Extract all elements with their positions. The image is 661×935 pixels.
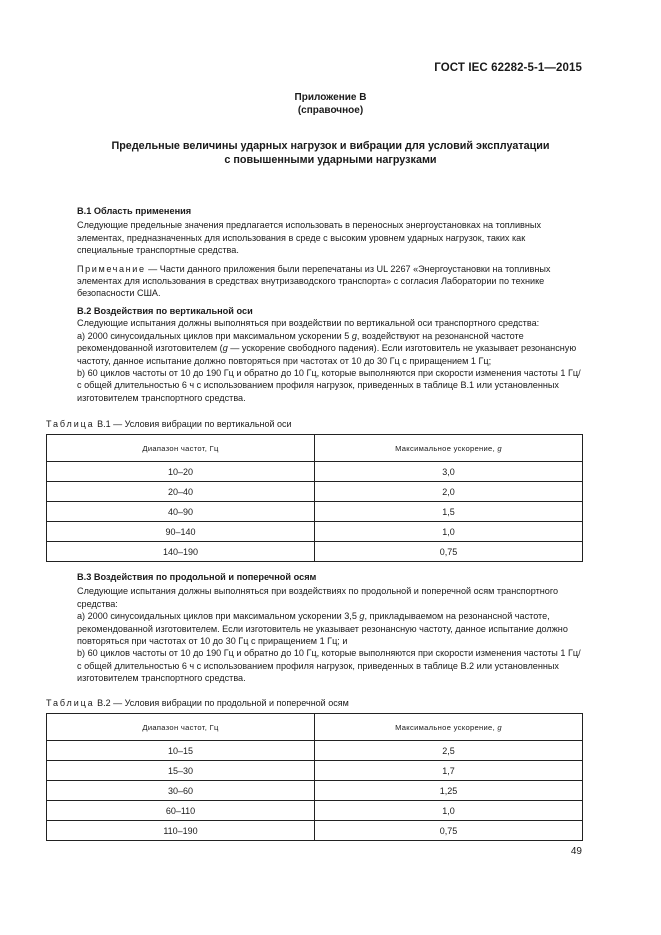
table-row	[47, 781, 583, 801]
table-row	[47, 542, 583, 562]
frequency-cell: 110–190	[47, 821, 315, 841]
table-row	[47, 741, 583, 761]
section-b3-item-b: b) 60 циклов частоты от 10 до 190 Гц и обратно до 10 Гц, которые выполняются при скорости изменения частоты 1 Гц/с общей длительностью 6 ч с использованием профиля нагрузок, приведенных в таблице В.2 или установленных изготовителем транспортного средства.	[77, 648, 581, 684]
frequency-cell: 15–30	[47, 761, 315, 781]
item-a-text-3: — ускорение свободного падения). Если изготовитель не указывает резонансную частоту, данное испытание должно повторяться при частотах от 10 до 30 Гц с приращением 1 Гц;	[77, 343, 577, 366]
table2-col-acceleration	[315, 714, 583, 741]
section-b3-intro: Следующие испытания должны выполняться при воздействиях по продольной и поперечной осям транспортного средства:	[77, 586, 559, 609]
table2-col2-unit: g	[497, 722, 502, 732]
section-b3	[77, 571, 583, 685]
note-label: Примечание	[77, 263, 146, 274]
frequency-cell: 40–90	[47, 502, 315, 522]
annex-heading-line-1: Предельные величины ударных нагрузок и вибрации для условий эксплуатации	[111, 140, 550, 152]
annex-heading-line-2: с повышенными ударными нагрузками	[224, 154, 437, 166]
section-b3-title: В.3 Воздействия по продольной и поперечной осям	[77, 572, 317, 582]
frequency-cell: 20–40	[47, 482, 315, 502]
standard-code: ГОСТ IEC 62282-5-1—2015	[434, 62, 582, 74]
table2-caption-label: Таблица	[46, 698, 95, 708]
frequency-cell: 140–190	[47, 542, 315, 562]
table2	[46, 713, 583, 841]
section-b2-title: В.2 Воздействия по вертикальной оси	[77, 306, 253, 316]
table1-caption-label: Таблица	[46, 419, 95, 429]
section-b1-paragraph: Следующие предельные значения предлагается использовать в переносных энергоустановках на топливных элементах, предназначенных для использования в среде с высоким уровнем ударных нагрузок, таких как специальные транспортные средства.	[77, 220, 541, 256]
acceleration-cell: 1,0	[315, 801, 583, 821]
section-b1-title: В.1 Область применения	[77, 206, 192, 216]
section-b2-intro: Следующие испытания должны выполняться при воздействии по вертикальной оси транспортного средства:	[77, 318, 540, 329]
item-a-text-1: a) 2000 синусоидальных циклов при максимальном ускорении 3,5	[77, 611, 360, 622]
frequency-cell: 30–60	[47, 781, 315, 801]
table1-col2-unit: g	[497, 443, 502, 453]
acceleration-cell: 3,0	[315, 462, 583, 482]
acceleration-cell: 1,7	[315, 761, 583, 781]
item-a-g-symbol: g	[222, 343, 228, 354]
acceleration-cell: 2,0	[315, 482, 583, 502]
table2-col-frequency: Диапазон частот, Гц	[47, 714, 315, 741]
acceleration-cell: 1,0	[315, 522, 583, 542]
table2-col2-label: Максимальное ускорение,	[395, 722, 498, 732]
acceleration-cell: 2,5	[315, 741, 583, 761]
item-a-text-1: a) 2000 синусоидальных циклов при максимальном ускорении 5	[77, 330, 352, 341]
item-a-g-unit: g	[359, 611, 365, 622]
section-b2-item-b: b) 60 циклов частоты от 10 до 190 Гц и обратно до 10 Гц, которые выполняются при скорости изменения частоты 1 Гц/с общей длительностью 6 ч с использованием профиля нагрузок, приведенных в таблице В.1 или установленных изготовителем транспортного средства.	[77, 368, 581, 403]
frequency-cell: 10–20	[47, 462, 315, 482]
table-row	[47, 761, 583, 781]
table-row	[47, 821, 583, 841]
table1-col-frequency: Диапазон частот, Гц	[47, 435, 315, 462]
acceleration-cell: 0,75	[315, 821, 583, 841]
section-b1-note	[77, 263, 583, 300]
table1-col-acceleration	[315, 435, 583, 462]
table-row	[47, 502, 583, 522]
table-row	[47, 462, 583, 482]
acceleration-cell: 1,5	[315, 502, 583, 522]
section-b2-item-a	[77, 330, 583, 367]
item-a-text-2: , прикладываемом на резонансной частоте, рекомендованной изготовителем. Если изготовитель не указывает резонансную частоту, данное испытание должно повторяться при частотах от 10 до 30 Гц с приращением 1 Гц; и	[77, 611, 568, 647]
section-b2	[77, 305, 583, 404]
table1-caption-text: В.1 — Условия вибрации по вертикальной оси	[94, 419, 292, 429]
acceleration-cell: 1,25	[315, 781, 583, 801]
section-b1	[77, 205, 583, 300]
annex-title: Приложение В	[294, 92, 367, 103]
table-row	[47, 801, 583, 821]
table-row	[47, 482, 583, 502]
frequency-cell: 10–15	[47, 741, 315, 761]
table1-col2-label: Максимальное ускорение,	[395, 443, 498, 453]
note-text: — Части данного приложения были перепечатаны из UL 2267 «Энергоустановки на топливных элементах для использования в средствах внутризаводского транспорта» с согласия Лаборатории по технике безопасности США.	[77, 263, 551, 299]
table2-caption	[46, 698, 349, 708]
table2-caption-text: В.2 — Условия вибрации по продольной и поперечной осям	[94, 698, 349, 708]
table1-header-row	[47, 435, 583, 462]
table1-caption	[46, 419, 292, 429]
item-a-text-2: , воздействуют на резонансной частоте рекомендованной изготовителем (	[77, 330, 524, 354]
section-b3-item-a	[77, 610, 583, 647]
item-a-g-unit: g	[351, 330, 357, 341]
frequency-cell: 60–110	[47, 801, 315, 821]
table2-header-row	[47, 714, 583, 741]
table-row	[47, 522, 583, 542]
table1	[46, 434, 583, 562]
frequency-cell: 90–140	[47, 522, 315, 542]
acceleration-cell: 0,75	[315, 542, 583, 562]
annex-type: (справочное)	[297, 105, 364, 116]
page-number: 49	[570, 846, 582, 857]
annex-heading	[60, 139, 601, 167]
